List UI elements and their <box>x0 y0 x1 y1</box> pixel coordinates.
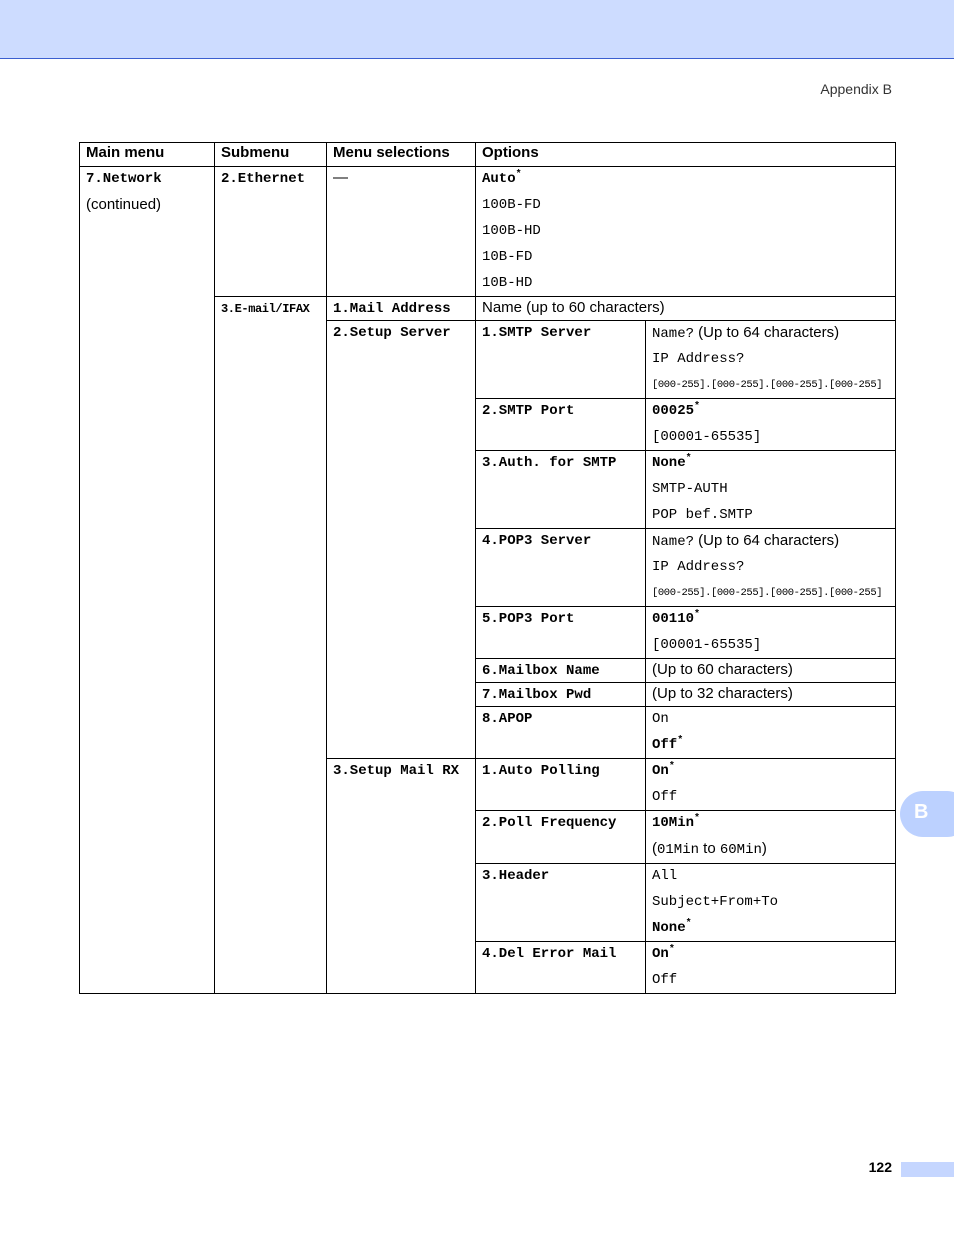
option-item: None* <box>652 453 692 471</box>
continued-label: (continued) <box>86 196 162 213</box>
sub-label: 5.POP3 Port <box>482 611 575 627</box>
selection-label: 1.Mail Address <box>333 301 451 317</box>
options-smtp-port <box>646 399 896 451</box>
option-item: [00001-65535] <box>652 429 762 445</box>
option-text: (Up to 60 characters) <box>652 661 793 678</box>
options-header <box>646 864 896 942</box>
option-item: Name? (Up to 64 characters) <box>652 532 840 550</box>
option-item: 10B-HD <box>482 275 533 291</box>
option-item: All <box>652 868 678 884</box>
sub-label: 3.Auth. for SMTP <box>482 455 617 471</box>
option-item: [000-255].[000-255].[000-255].[000-255] <box>652 379 883 391</box>
page-number: 122 <box>868 1159 892 1175</box>
option-item: 100B-FD <box>482 197 541 213</box>
options-smtp-server <box>646 321 896 399</box>
table-row <box>80 167 896 297</box>
submenu-email <box>215 297 327 994</box>
options-apop <box>646 707 896 759</box>
header-main-menu: Main menu <box>80 143 215 167</box>
sub-label: 4.POP3 Server <box>482 533 592 549</box>
tab-letter: B <box>914 801 929 823</box>
options-poll-frequency <box>646 811 896 864</box>
option-item: 10Min* <box>652 813 701 831</box>
settings-menu-table <box>79 142 896 994</box>
sub-apop <box>476 707 646 759</box>
options-auto-polling <box>646 759 896 811</box>
table-header-row <box>80 143 896 167</box>
option-item: Off <box>652 789 678 805</box>
option-item: [00001-65535] <box>652 637 762 653</box>
submenu-ethernet <box>215 167 327 297</box>
option-item: None* <box>652 918 692 936</box>
dash-label: — <box>333 169 348 186</box>
sub-pop3-port <box>476 607 646 659</box>
submenu-label: 3.E-mail/IFAX <box>221 302 310 316</box>
header-submenu: Submenu <box>215 143 327 167</box>
option-item: 00110* <box>652 609 701 627</box>
options-ethernet <box>476 167 896 297</box>
option-item: IP Address? <box>652 351 745 367</box>
sub-mailbox-pwd <box>476 683 646 707</box>
header-menu-selections: Menu selections <box>327 143 476 167</box>
sub-smtp-port <box>476 399 646 451</box>
selection-label: 3.Setup Mail RX <box>333 763 460 779</box>
option-item: Subject+From+To <box>652 894 779 910</box>
option-item: On* <box>652 761 675 779</box>
option-item: On <box>652 711 669 727</box>
selection-mail-address <box>327 297 476 321</box>
selection-label: 2.Setup Server <box>333 325 451 341</box>
option-text: (Up to 32 characters) <box>652 685 793 702</box>
sub-auto-polling <box>476 759 646 811</box>
main-menu-cell <box>80 167 215 994</box>
option-item: Name? (Up to 64 characters) <box>652 324 840 342</box>
option-mailbox-pwd <box>646 683 896 707</box>
submenu-label: 2.Ethernet <box>221 171 306 187</box>
appendix-b-tab[interactable] <box>900 791 954 837</box>
options-pop3-port <box>646 607 896 659</box>
sub-poll-frequency <box>476 811 646 864</box>
sub-label: 2.SMTP Port <box>482 403 575 419</box>
sub-label: 4.Del Error Mail <box>482 946 617 962</box>
option-item: 100B-HD <box>482 223 541 239</box>
main-menu-name: 7.Network <box>86 171 162 187</box>
sub-del-error-mail <box>476 942 646 994</box>
page-number-bar <box>901 1162 954 1177</box>
options-auth-smtp <box>646 451 896 529</box>
option-text: Name (up to 60 characters) <box>482 299 665 316</box>
sub-header <box>476 864 646 942</box>
header-options: Options <box>476 143 896 167</box>
options-pop3-server <box>646 529 896 607</box>
option-item: On* <box>652 944 675 962</box>
option-item: (01Min to 60Min) <box>652 840 767 858</box>
sub-label: 2.Poll Frequency <box>482 815 617 831</box>
option-item: SMTP-AUTH <box>652 481 728 497</box>
sub-mailbox-name <box>476 659 646 683</box>
option-item: 00025* <box>652 401 701 419</box>
option-item: 10B-FD <box>482 249 533 265</box>
options-del-error-mail <box>646 942 896 994</box>
sub-label: 1.SMTP Server <box>482 325 592 341</box>
selection-ethernet <box>327 167 476 297</box>
sub-label: 3.Header <box>482 868 550 884</box>
sub-smtp-server <box>476 321 646 399</box>
sub-auth-smtp <box>476 451 646 529</box>
option-mail-address <box>476 297 896 321</box>
option-item: [000-255].[000-255].[000-255].[000-255] <box>652 587 883 599</box>
selection-setup-server <box>327 321 476 759</box>
option-item: POP bef.SMTP <box>652 507 753 523</box>
sub-label: 8.APOP <box>482 711 533 727</box>
option-mailbox-name <box>646 659 896 683</box>
section-label: Appendix B <box>820 81 892 97</box>
sub-label: 1.Auto Polling <box>482 763 600 779</box>
selection-setup-mail-rx <box>327 759 476 994</box>
sub-pop3-server <box>476 529 646 607</box>
sub-label: 6.Mailbox Name <box>482 663 600 679</box>
option-item: Off <box>652 972 678 988</box>
sub-label: 7.Mailbox Pwd <box>482 687 592 703</box>
top-header-band <box>0 0 954 59</box>
option-item: Auto* <box>482 169 522 187</box>
option-item: IP Address? <box>652 559 745 575</box>
option-item: Off* <box>652 735 684 753</box>
